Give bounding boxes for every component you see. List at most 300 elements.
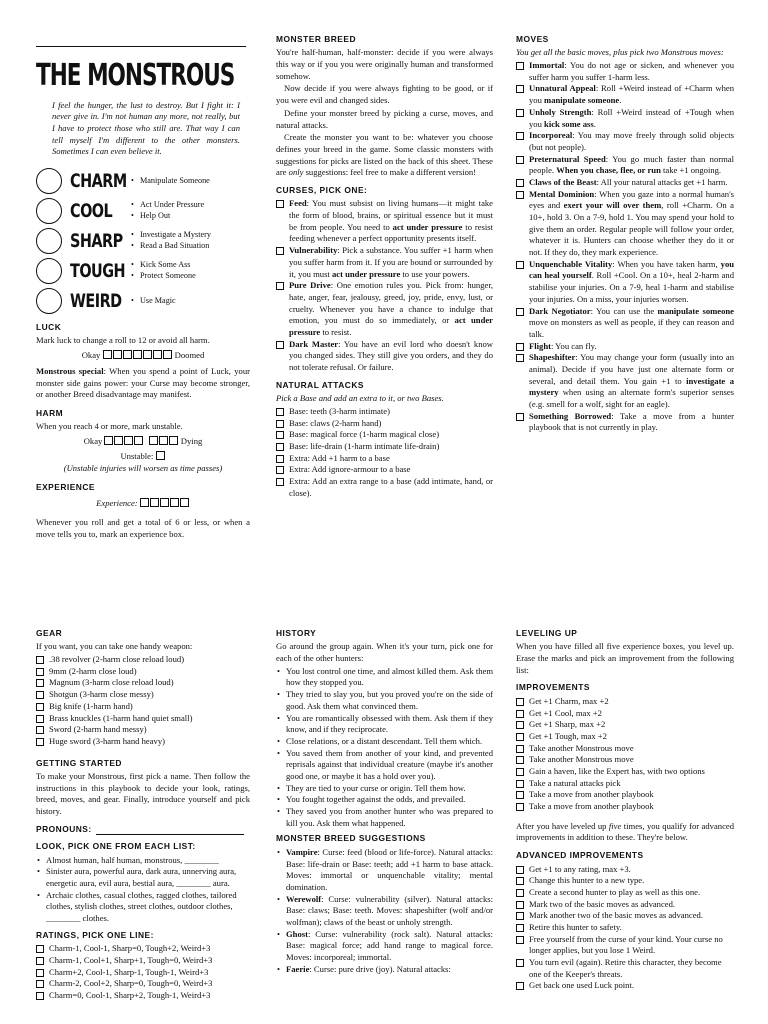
after-level-text: [516, 821, 734, 844]
gear-option[interactable]: [36, 689, 250, 701]
move-checkbox[interactable]: [516, 354, 524, 362]
luck-text: Mark luck to change a roll to 12 or avoid all harm.: [36, 335, 210, 346]
improvement-label: Get +1 Sharp, max +2: [529, 719, 606, 730]
breed-name: Ghost: [286, 928, 308, 939]
look-option[interactable]: • Sinister aura, powerful aura, dark aura, unnerving aura, energetic aura, evil aura, bestial aura, ________ aura.: [36, 866, 250, 889]
improvement-option[interactable]: [516, 743, 734, 755]
gear-option[interactable]: [36, 666, 250, 678]
stat-move: • Act Under Pressure: [130, 200, 204, 211]
harm-box[interactable]: [149, 436, 158, 445]
advanced-option[interactable]: [516, 934, 734, 957]
rating-label: Charm=0, Cool-1, Sharp+2, Tough-1, Weird+3: [49, 989, 211, 1000]
move-name: Claws of the Beast: [529, 176, 597, 187]
column-character: [36, 40, 250, 570]
improvement-label: Get +1 Cool, max +2: [529, 707, 602, 718]
improvement-option[interactable]: [516, 789, 734, 801]
move-option[interactable]: [516, 189, 734, 259]
look-option[interactable]: • Archaic clothes, casual clothes, ragged clothes, tailored clothes, stylish clothes, street clothes, outdoor clothes, ________ clothes.: [36, 890, 250, 925]
move-checkbox[interactable]: [516, 413, 524, 421]
gear-option[interactable]: [36, 736, 250, 748]
experience-box[interactable]: [150, 498, 159, 507]
move-option[interactable]: [516, 341, 734, 353]
move-checkbox[interactable]: [516, 261, 524, 269]
advanced-checkbox[interactable]: [516, 901, 524, 909]
gear-option[interactable]: [36, 654, 250, 666]
improvement-checkbox[interactable]: [516, 791, 524, 799]
breed-para-3: Define your monster breed by picking a curse, moves, and natural attacks.: [276, 107, 493, 130]
curse-checkbox[interactable]: [276, 282, 284, 290]
after-a: After you have leveled up: [516, 820, 609, 831]
improvement-option[interactable]: [516, 719, 734, 731]
advanced-label: Mark two of the basic moves as advanced.: [529, 898, 676, 909]
improvement-option[interactable]: [516, 766, 734, 778]
stat-name: CHARM: [70, 169, 127, 192]
column-moves: [516, 34, 734, 554]
curses-heading: CURSES, PICK ONE:: [276, 184, 368, 195]
gear-label: 9mm (2-harm close loud): [49, 665, 137, 676]
improvement-checkbox[interactable]: [516, 733, 524, 741]
move-option[interactable]: [516, 352, 734, 410]
attack-option[interactable]: [276, 406, 493, 418]
luck-box[interactable]: [153, 350, 162, 359]
gear-checkbox[interactable]: [36, 691, 44, 699]
attack-checkbox[interactable]: [276, 408, 284, 416]
attack-checkbox[interactable]: [276, 455, 284, 463]
gear-label: Magnum (3-harm close reload loud): [49, 677, 174, 688]
improvement-label: Take a move from another playbook: [529, 789, 654, 800]
attack-checkbox[interactable]: [276, 420, 284, 428]
gear-text: If you want, you can take one handy weapon:: [36, 641, 193, 652]
curse-text: : One emotion rules you. Pick from: hunger, hate, anger, fear, jealousy, greed, joy, pride, envy, lust, or cruelty. Whenever you have a chance to indulge that emotion, you must do so immediately, or: [289, 280, 493, 326]
move-checkbox[interactable]: [516, 156, 524, 164]
charm-rating-circle[interactable]: [36, 168, 62, 194]
stat-move: • Use Magic: [130, 296, 176, 307]
harm-track: [36, 436, 250, 448]
move-checkbox[interactable]: [516, 179, 524, 187]
move-checkbox[interactable]: [516, 109, 524, 117]
gear-checkbox[interactable]: [36, 668, 44, 676]
gear-label: Sword (2-harm hand messy): [49, 724, 147, 735]
improvement-checkbox[interactable]: [516, 768, 524, 776]
advanced-option[interactable]: [516, 910, 734, 922]
move-option[interactable]: [516, 154, 734, 177]
advanced-checkbox[interactable]: [516, 924, 524, 932]
advanced-label: Create a second hunter to play as well as this one.: [529, 886, 701, 897]
move-name: Flight: [529, 340, 551, 351]
intro-text: I feel the hunger, the lust to destroy. But I fight it: I never give in. I'm not human any more, not really, but I have to protect those who still are. That way I can tell myself I'm different to the other monsters. Sometimes I can even believe it.: [52, 99, 240, 157]
improvement-option[interactable]: [516, 731, 734, 743]
improvement-option[interactable]: [516, 778, 734, 790]
curse-move: act under pressure: [392, 221, 463, 232]
advanced-option[interactable]: [516, 899, 734, 911]
stat-move: • Manipulate Someone: [130, 176, 210, 187]
move-ref: manipulate someone: [544, 95, 620, 106]
stat-charm: [36, 166, 250, 196]
gear-label: Huge sword (3-harm hand heavy): [49, 735, 165, 746]
attack-option[interactable]: [276, 453, 493, 465]
rating-option[interactable]: [36, 978, 250, 990]
advanced-improvements-heading: ADVANCED IMPROVEMENTS: [516, 850, 644, 861]
experience-label: Experience:: [96, 497, 138, 508]
advanced-label: Retire this hunter to safety.: [529, 922, 622, 933]
breed-para-1: You're half-human, half-monster: decide if you were always this way or if you you were originally human and transformed somehow.: [276, 47, 493, 81]
move-text: : Roll +Weird instead of +Charm when you: [529, 83, 734, 106]
gear-label: .38 revolver (2-harm close reload loud): [49, 654, 185, 665]
harm-box[interactable]: [169, 436, 178, 445]
rating-option[interactable]: [36, 943, 250, 955]
curse-checkbox[interactable]: [276, 200, 284, 208]
natural-attacks-heading: NATURAL ATTACKS: [276, 379, 364, 390]
move-name: Shapeshifter: [529, 352, 576, 363]
move-option[interactable]: [516, 411, 734, 434]
move-text-end: , roll +Charm. On a 10+, hold 3. On a 7-9, hold 1. You may spend your hold to give them an order. Regular people will follow your order, whatever it is. Hunters can choose whether they do it or not. If they do, they mark experience.: [529, 200, 734, 258]
gear-label: Big knife (1-harm hand): [49, 700, 133, 711]
breed-name: Vampire: [286, 846, 318, 857]
curse-option[interactable]: [276, 245, 493, 280]
advanced-label: You turn evil (again). Retire this character, they become one of the Keeper's threats.: [529, 957, 722, 979]
luck-box[interactable]: [113, 350, 122, 359]
stats-block: [36, 166, 250, 316]
getting-started-text: To make your Monstrous, first pick a name. Then follow the instructions in this playbook to decide your look, ratings, breed, moves, and gear. Finally, introduce yourself and pick history.: [36, 771, 250, 817]
attack-checkbox[interactable]: [276, 431, 284, 439]
move-checkbox[interactable]: [516, 191, 524, 199]
natural-attacks-subtitle: Pick a Base and add an extra to it, or two Bases.: [276, 393, 444, 404]
attack-label: Base: teeth (3-harm intimate): [289, 405, 390, 416]
advanced-checkbox[interactable]: [516, 982, 524, 990]
move-checkbox[interactable]: [516, 62, 524, 70]
stat-weird: [36, 286, 250, 316]
improvement-label: Take another Monstrous move: [529, 742, 634, 753]
experience-box[interactable]: [170, 498, 179, 507]
advanced-option[interactable]: [516, 957, 734, 980]
gear-checkbox[interactable]: [36, 679, 44, 687]
advanced-checkbox[interactable]: [516, 912, 524, 920]
move-checkbox[interactable]: [516, 132, 524, 140]
improvement-checkbox[interactable]: [516, 710, 524, 718]
stat-move: • Kick Some Ass: [130, 260, 196, 271]
look-heading: LOOK, PICK ONE FROM EACH LIST:: [36, 841, 196, 852]
advanced-option[interactable]: [516, 887, 734, 899]
harm-okay-label: Okay: [83, 436, 103, 447]
harm-box[interactable]: [159, 436, 168, 445]
rating-checkbox[interactable]: [36, 957, 44, 965]
move-text: : Roll +Weird instead of +Tough when you: [529, 106, 734, 129]
move-name: Immortal: [529, 60, 565, 71]
curse-checkbox[interactable]: [276, 247, 284, 255]
rating-label: Charm-1, Cool-1, Sharp=0, Tough+2, Weird+3: [49, 943, 211, 954]
improvement-label: Take a natural attacks pick: [529, 777, 621, 788]
move-name: Something Borrowed: [529, 410, 612, 421]
experience-box[interactable]: [180, 498, 189, 507]
breed-text: : Curse: pure drive (joy). Natural attacks:: [309, 963, 451, 974]
cool-rating-circle[interactable]: [36, 198, 62, 224]
stat-sharp: [36, 226, 250, 256]
unstable-note: (Unstable injuries will worsen as time passes): [63, 463, 223, 474]
luck-box[interactable]: [163, 350, 172, 359]
move-text: : You do not age or sicken, and whenever you suffer harm you suffer 1-harm less.: [529, 60, 734, 82]
rating-checkbox[interactable]: [36, 992, 44, 1000]
advanced-option[interactable]: [516, 875, 734, 887]
improvement-label: Take another Monstrous move: [529, 754, 634, 765]
gear-option[interactable]: [36, 701, 250, 713]
luck-box[interactable]: [133, 350, 142, 359]
gear-option[interactable]: [36, 677, 250, 689]
curse-option[interactable]: [276, 280, 493, 338]
improvement-checkbox[interactable]: [516, 698, 524, 706]
move-text: : All your natural attacks get +1 harm.: [596, 176, 728, 187]
advanced-checkbox[interactable]: [516, 936, 524, 944]
history-text: Go around the group again. When it's your turn, pick one for each of the other hunters:: [276, 641, 493, 664]
move-text: : When you have taken harm,: [612, 258, 721, 269]
attack-checkbox[interactable]: [276, 466, 284, 474]
harm-text: When you reach 4 or more, mark unstable.: [36, 421, 183, 432]
improvement-checkbox[interactable]: [516, 745, 524, 753]
luck-box[interactable]: [123, 350, 132, 359]
attack-option[interactable]: [276, 429, 493, 441]
harm-box[interactable]: [114, 436, 123, 445]
look-list: [36, 855, 250, 925]
after-c: times, you qualify for advanced improvements in addition to these. They're below.: [516, 820, 734, 843]
curse-option[interactable]: [276, 198, 493, 245]
experience-box[interactable]: [140, 498, 149, 507]
history-option[interactable]: • You fought together against the odds, and prevailed.: [276, 794, 493, 806]
move-name: Unnatural Appeal: [529, 83, 596, 94]
history-list: [276, 666, 493, 830]
luck-box[interactable]: [103, 350, 112, 359]
move-text: : You can fly.: [550, 340, 597, 351]
getting-started-heading: GETTING STARTED: [36, 757, 122, 768]
move-text-end: .: [593, 118, 596, 129]
move-checkbox[interactable]: [516, 343, 524, 351]
move-checkbox[interactable]: [516, 85, 524, 93]
improvement-checkbox[interactable]: [516, 721, 524, 729]
curse-text-post: to resist.: [320, 326, 352, 337]
advanced-option[interactable]: [516, 922, 734, 934]
luck-box[interactable]: [143, 350, 152, 359]
stat-move: • Investigate a Mystery: [130, 230, 211, 241]
breed-suggestions-heading: MONSTER BREED SUGGESTIONS: [276, 833, 426, 844]
gear-label: Shotgun (3-harm close messy): [49, 689, 154, 700]
harm-boxes-a: [104, 436, 144, 445]
breed-name: Werewolf: [286, 893, 322, 904]
experience-box[interactable]: [160, 498, 169, 507]
sharp-rating-circle[interactable]: [36, 228, 62, 254]
breed-text: : Curse: vulnerability (silver). Natural attacks: Base: claws; Base: teeth. Moves: shapeshifter (wolf and/or wolfman); claws of the beast or unholy strength.: [286, 893, 493, 927]
gear-checkbox[interactable]: [36, 715, 44, 723]
move-option[interactable]: [516, 259, 734, 306]
move-text: : Take a move from a hunter playbook that is not currently in play.: [529, 410, 734, 433]
curse-checkbox[interactable]: [276, 341, 284, 349]
harm-boxes-b: [149, 436, 179, 445]
improvement-label: Gain a haven, like the Expert has, with two options: [529, 766, 705, 777]
gear-checkbox[interactable]: [36, 703, 44, 711]
history-option[interactable]: • You are romantically obsessed with them. Ask them if they know, and if they reciprocate.: [276, 713, 493, 736]
move-option[interactable]: [516, 107, 734, 130]
improvement-label: Get +1 Tough, max +2: [529, 730, 607, 741]
move-ref: manipulate someone: [657, 305, 734, 316]
move-option[interactable]: [516, 83, 734, 106]
gear-checkbox[interactable]: [36, 738, 44, 746]
move-option[interactable]: [516, 177, 734, 189]
curse-option[interactable]: [276, 339, 493, 374]
history-option[interactable]: • They tried to slay you, but you proved you're on the side of good. Ask them what convinced them.: [276, 689, 493, 712]
advanced-checkbox[interactable]: [516, 889, 524, 897]
history-option[interactable]: • You lost control one time, and almost killed them. Ask them how they stopped you.: [276, 666, 493, 689]
attack-option[interactable]: [276, 464, 493, 476]
advanced-checkbox[interactable]: [516, 866, 524, 874]
history-option[interactable]: • They saved you from another hunter who was prepared to kill you. Ask them what happened.: [276, 806, 493, 829]
curse-name: Dark Master: [289, 338, 339, 349]
experience-track: [36, 498, 250, 510]
move-ref: When you chase, flee, or run: [556, 165, 661, 176]
leveling-up-heading: LEVELING UP: [516, 628, 578, 638]
attack-label: Extra: Add +1 harm to a base: [289, 452, 390, 463]
improvement-checkbox[interactable]: [516, 803, 524, 811]
experience-boxes: [140, 498, 190, 507]
harm-heading: HARM: [36, 407, 64, 418]
stat-name: COOL: [70, 199, 113, 222]
move-ref: exert your will over them: [563, 200, 662, 211]
attack-label: Base: life-drain (1-harm intimate life-drain): [289, 440, 440, 451]
rating-label: Charm+2, Cool-1, Sharp-1, Tough-1, Weird+3: [49, 966, 209, 977]
gear-checkbox[interactable]: [36, 656, 44, 664]
unstable-box-wrap: [156, 451, 166, 460]
monster-breed-heading: MONSTER BREED: [276, 34, 357, 44]
stat-move: • Help Out: [130, 211, 204, 222]
stat-moves: [130, 176, 210, 187]
monstrous-special: [36, 366, 250, 401]
moves-heading: MOVES: [516, 34, 549, 44]
rating-checkbox[interactable]: [36, 945, 44, 953]
after-b: five: [608, 820, 622, 831]
move-text-end: .: [619, 95, 622, 106]
look-option[interactable]: • Almost human, half human, monstrous, ________: [36, 855, 250, 867]
gear-heading: GEAR: [36, 628, 63, 638]
luck-doomed-label: Doomed: [174, 350, 205, 361]
rating-checkbox[interactable]: [36, 969, 44, 977]
breed-suggestion: [276, 964, 493, 976]
move-ref: you can heal yourself: [529, 258, 734, 281]
improvement-label: Take a move from another playbook: [529, 801, 654, 812]
attack-option[interactable]: [276, 441, 493, 453]
curse-move: act under pressure: [331, 268, 401, 279]
attack-option[interactable]: [276, 418, 493, 430]
stat-name: TOUGH: [70, 259, 126, 282]
breed-text: : Curse: vulnerability (rock salt). Natural attacks: Base: magical force; add hand range to magical force. Moves: incorporeal; immortal.: [286, 928, 493, 963]
attack-label: Base: claws (2-harm hand): [289, 417, 382, 428]
rating-label: Charm-2, Cool+2, Sharp=0, Tough=0, Weird+3: [49, 978, 213, 989]
history-option[interactable]: • Close relations, or a distant descendant. Tell them which.: [276, 736, 493, 748]
advanced-option[interactable]: [516, 864, 734, 876]
tough-rating-circle[interactable]: [36, 258, 62, 284]
improvement-option[interactable]: [516, 754, 734, 766]
breed-suggestions-list: [276, 847, 493, 976]
advanced-label: Free yourself from the curse of your kind. Your curse no longer applies, but you lose 1 Weird.: [529, 933, 723, 956]
column-leveling: [516, 628, 734, 1022]
move-name: Preternatural Speed: [529, 153, 606, 164]
improvement-option[interactable]: [516, 708, 734, 720]
luck-okay-label: Okay: [81, 350, 101, 361]
move-name: Incorporeal: [529, 130, 573, 141]
moves-subtitle: You get all the basic moves, plus pick two Monstrous moves:: [516, 47, 724, 58]
advanced-checkbox[interactable]: [516, 959, 524, 967]
ratings-heading: RATINGS, PICK ONE LINE:: [36, 929, 154, 940]
luck-heading: LUCK: [36, 322, 62, 333]
improvement-option[interactable]: [516, 801, 734, 813]
move-option[interactable]: [516, 130, 734, 153]
luck-track: [36, 350, 250, 362]
gear-label: Brass knuckles (1-harm hand quiet small): [49, 712, 193, 723]
advanced-option[interactable]: [516, 980, 734, 992]
pronouns-heading: PRONOUNS:: [36, 823, 92, 834]
monstrous-special-label: Monstrous special: [36, 365, 104, 376]
improvement-checkbox[interactable]: [516, 780, 524, 788]
history-option[interactable]: • You saved them from another of your kind, and prevented reprisals against that individual creature (maybe it's another good one, or maybe it has a hold over you).: [276, 748, 493, 783]
monstrous-special-text: : When you spend a point of Luck, your monster side gains power: your Curse may become stronger, or another Breed disadvantage may manifest.: [36, 365, 250, 400]
advanced-label: Change this hunter to a new type.: [529, 875, 645, 886]
improvement-checkbox[interactable]: [516, 756, 524, 764]
breed-text: : Curse: feed (blood or life-force). Natural attacks: Base: life-drain or Base: teeth; add +1 harm to base attack. Moves: immortal or unquenchable vitality; mental domination.: [286, 846, 493, 892]
gear-checkbox[interactable]: [36, 726, 44, 734]
attack-option[interactable]: [276, 476, 493, 499]
curse-text: : You have an evil lord who doesn't know you changed sides. They still give you orders, and they do not tolerate refusal. Or failure.: [289, 338, 493, 373]
improvement-option[interactable]: [516, 696, 734, 708]
move-text-end: move on monsters as well as people, if they can reason and talk.: [529, 317, 734, 339]
move-text-end: take +1 ongoing.: [660, 165, 722, 176]
attack-checkbox[interactable]: [276, 443, 284, 451]
curse-text: : Pick a substance. You suffer +1 harm when you suffer harm from it. If you are bound or surrounded by it, you must: [289, 245, 493, 279]
stat-moves: [130, 200, 204, 221]
gear-option[interactable]: [36, 713, 250, 725]
attack-label: Extra: Add an extra range to a base (add intimate, hand, or close).: [289, 475, 493, 498]
move-ref: investigate a mystery: [529, 375, 734, 398]
breed-suggestion: [276, 894, 493, 929]
rating-label: Charm-1, Cool+1, Sharp+1, Tough=0, Weird+3: [49, 954, 213, 965]
advanced-checkbox[interactable]: [516, 877, 524, 885]
stat-name: SHARP: [70, 229, 123, 252]
pronouns-field[interactable]: [96, 826, 244, 835]
rating-option[interactable]: [36, 955, 250, 967]
rating-option[interactable]: [36, 990, 250, 1002]
title-rule: [36, 46, 246, 47]
move-checkbox[interactable]: [516, 308, 524, 316]
move-text-end: when using an alternate form's superior senses (e.g. smell for a wolf, sight for an eagle).: [529, 387, 734, 410]
harm-box[interactable]: [134, 436, 143, 445]
breed-name: Faerie: [286, 963, 310, 974]
harm-box[interactable]: [104, 436, 113, 445]
advanced-label: Get back one used Luck point.: [529, 980, 635, 991]
move-text: : You may change your form (usually into an animal). Decide if you have just one alternate form or several, and detail them. You gain +1 to: [529, 352, 734, 386]
unstable-box[interactable]: [156, 451, 165, 460]
gear-option[interactable]: [36, 724, 250, 736]
move-name: Mental Dominion: [529, 188, 595, 199]
move-option[interactable]: [516, 306, 734, 341]
breed-para-4: [276, 132, 493, 179]
rating-option[interactable]: [36, 967, 250, 979]
attack-label: Extra: Add ignore-armour to a base: [289, 464, 411, 475]
history-option[interactable]: • They are tied to your curse or origin. Tell them how.: [276, 783, 493, 795]
move-option[interactable]: [516, 60, 734, 83]
curse-name: Pure Drive: [289, 280, 331, 291]
attack-checkbox[interactable]: [276, 478, 284, 486]
move-text: : You can use the: [590, 305, 658, 316]
column-history: [276, 628, 493, 1022]
luck-boxes: [103, 350, 173, 359]
weird-rating-circle[interactable]: [36, 288, 62, 314]
harm-box[interactable]: [124, 436, 133, 445]
stat-cool: [36, 196, 250, 226]
rating-checkbox[interactable]: [36, 980, 44, 988]
